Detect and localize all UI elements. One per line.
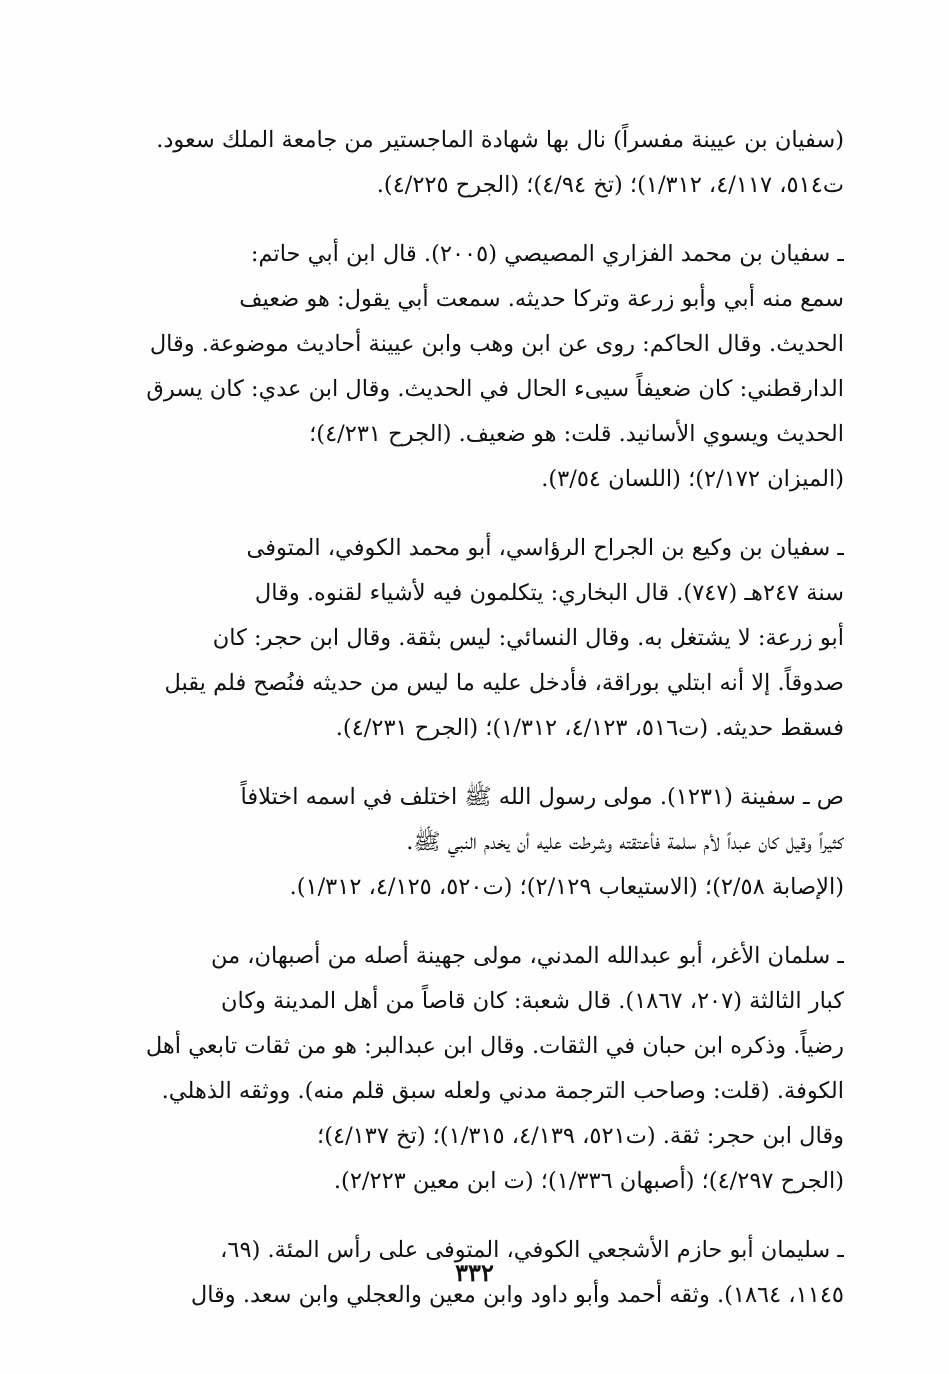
text-line: (سفيان بن عيينة مفسراً) نال بها شهادة الماجستير من جامعة الملك سعود. <box>156 127 844 153</box>
entry-safinah <box>112 775 844 910</box>
text-line: (الميزان ٢/١٧٢)؛ (اللسان ٣/٥٤). <box>541 466 844 492</box>
main-text <box>112 118 844 1342</box>
text-line: ـ سلمان الأغر، أبو عبدالله المدني، مولى جهينة أصله من أصبهان، من <box>210 943 844 969</box>
text-line: الدارقطني: كان ضعيفاً سيىء الحال في الحديث. وقال ابن عدي: كان يسرق <box>146 376 844 402</box>
text-line: ص ـ سفينة (١٢٣١). مولى رسول الله ﷺ اختلف في اسمه اختلافاً <box>240 784 844 810</box>
text-line: ـ سليمان أبو حازم الأشجعي الكوفي، المتوفى على رأس المئة. (٦٩، <box>220 1237 844 1263</box>
entry-sufyan-ibn-muhammad <box>112 232 844 502</box>
entry-salman-al-agharr <box>112 934 844 1204</box>
text-line: وقال ابن حجر: ثقة. (ت٥٢١، ٤/١٣٩، ١/٣١٥)؛ (تخ ٤/١٣٧)؛ <box>317 1123 844 1149</box>
text-line: سمع منه أبي وأبو زرعة وتركا حديثه. سمعت أبي يقول: هو ضعيف <box>239 286 844 312</box>
entry-sufyan-ibn-uyaynah-ref <box>112 118 844 208</box>
text-line: سنة ٢٤٧هـ (٧٤٧). قال البخاري: يتكلمون فيه لأشياء لقنوه. وقال <box>254 580 844 606</box>
text-line: كثيراً وقيل كان عبداً لأم سلمة فأعتقته وشرطت عليه أن يخدم النبي ﷺ. <box>406 829 844 855</box>
text-line: الحديث. وقال الحاكم: روى عن ابن وهب وابن عيينة أحاديث موضوعة. وقال <box>149 331 844 357</box>
text-line: أبو زرعة: لا يشتغل به. وقال النسائي: ليس بثقة. وقال ابن حجر: كان <box>212 625 844 651</box>
text-line: ـ سفيان بن محمد الفزاري المصيصي (٢٠٠٥). قال ابن أبي حاتم: <box>250 241 844 267</box>
page-number: ٣٣٢ <box>455 1258 494 1287</box>
text-line: (الإصابة ٢/٥٨)؛ (الاستيعاب ٢/١٢٩)؛ (ت٥٢٠، ٤/١٢٥، ١/٣١٢). <box>289 874 844 900</box>
text-line: كبار الثالثة (٢٠٧، ١٨٦٧). قال شعبة: كان قاصاً من أهل المدينة وكان <box>220 988 844 1014</box>
text-line: الحديث ويسوي الأسانيد. قلت: هو ضعيف. (الجرح ٤/٢٣١)؛ <box>309 421 844 447</box>
text-line: رضياً. وذكره ابن حبان في الثقات. وقال ابن عبدالبر: هو من ثقات تابعي أهل <box>145 1033 844 1059</box>
text-line: الكوفة. (قلت: وصاحب الترجمة مدني ولعله سبق قلم منه). ووثقه الذهلي. <box>161 1078 844 1104</box>
entry-sufyan-ibn-waki <box>112 526 844 751</box>
text-line: (الجرح ٤/٢٩٧)؛ (أصبهان ١/٣٣٦)؛ (ت ابن معين ٢/٢٢٣). <box>333 1168 844 1194</box>
text-line: ت٥١٤، ٤/١١٧، ١/٣١٢)؛ (تخ ٤/٩٤)؛ (الجرح ٤/٢٢٥). <box>376 172 844 198</box>
text-line: فسقط حديثه. (ت٥١٦، ٤/١٢٣، ١/٣١٢)؛ (الجرح ٤/٢٣١). <box>335 715 844 741</box>
text-line: صدوقاً. إلا أنه ابتلي بوراقة، فأدخل عليه ما ليس من حديثه فنُصح فلم يقبل <box>164 670 844 696</box>
text-line: ـ سفيان بن وكيع بن الجراح الرؤاسي، أبو محمد الكوفي، المتوفى <box>246 535 844 561</box>
text-line: ١١٤٥، ١٨٦٤). وثقه أحمد وأبو داود وابن معين والعجلي وابن سعد. وقال <box>190 1282 844 1308</box>
